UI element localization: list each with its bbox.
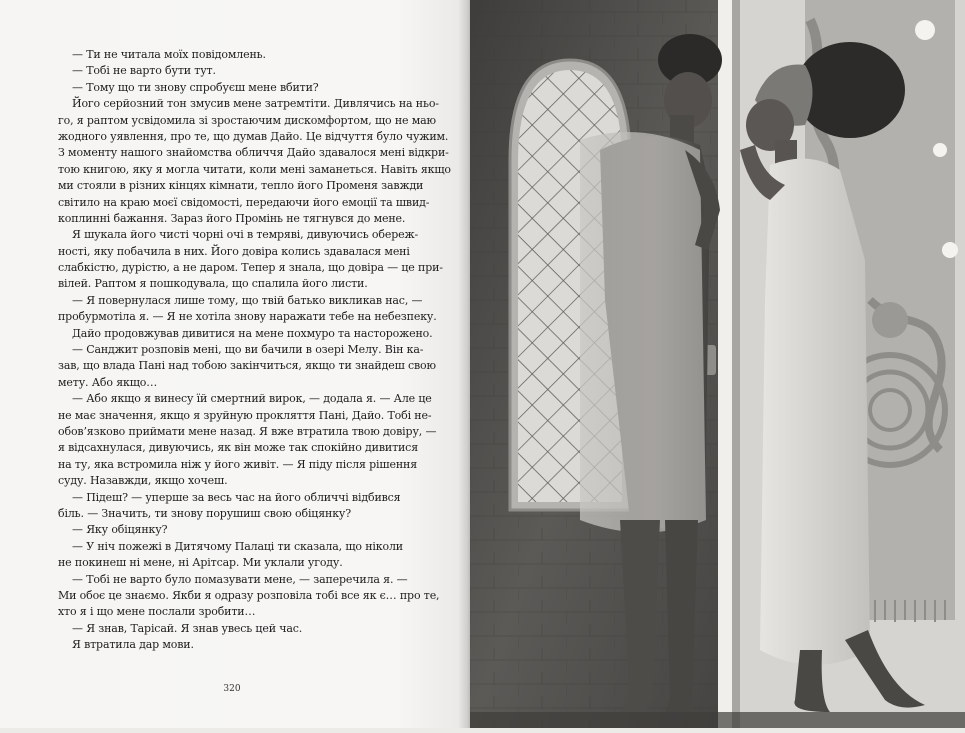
- text-line: го, я раптом усвідомила зі зростаючим дискомфортом, що не маю: [58, 113, 436, 127]
- text-line: — Я знав, Тарісай. Я знав увесь цей час.: [72, 621, 303, 635]
- text-line: Я шукала його чисті чорні очі в темряві, дивуючись обереж-: [72, 228, 419, 242]
- page-number: 320: [223, 684, 241, 694]
- text-line: — Санджит розповів мені, що ви бачили в озері Мелу. Він ка-: [72, 343, 424, 357]
- text-line: — Тобі не варто бути тут.: [72, 64, 216, 78]
- text-line: — Яку обіцянку?: [72, 523, 168, 537]
- text-line: — У ніч пожежі в Дитячому Палаці ти сказала, що ніколи: [72, 539, 403, 553]
- left-page: [0, 0, 466, 728]
- text-line: слабкістю, дурістю, а не даром. Тепер я знала, що довіра — це при-: [58, 261, 443, 275]
- text-line: світило на краю моєї свідомості, передаючи його емоції та швид-: [58, 195, 430, 209]
- text-line: жодного уявлення, про те, що думав Дайо. Це відчуття було чужим.: [58, 129, 449, 143]
- text-line: тою книгою, яку я могла читати, коли мені заманеться. Навіть якщо: [58, 162, 451, 176]
- text-line: — Тобі не варто було помазувати мене, — заперечила я. —: [72, 572, 408, 586]
- text-line: обов’язково приймати мене назад. Я вже втратила твою довіру, —: [58, 424, 437, 438]
- text-line: не покинеш ні мене, ні Арітсар. Ми уклали угоду.: [58, 556, 343, 570]
- text-line: біль. — Значить, ти знову порушиш свою обіцянку?: [58, 506, 352, 520]
- text-line: хто я і що мене послали зробити…: [58, 605, 256, 619]
- text-line: коплинні бажання. Зараз його Промінь не тягнувся до мене.: [58, 211, 406, 225]
- text-line: пробурмотіла я. — Я не хотіла знову наражати тебе на небезпеку.: [58, 310, 437, 324]
- text-line: — Або якщо я винесу їй смертний вирок, — додала я. — Але це: [72, 392, 432, 406]
- text-line: ності, яку побачила в них. Його довіра колись здавалася мені: [58, 244, 410, 258]
- text-line: суду. Назавжди, якщо хочеш.: [58, 474, 228, 488]
- text-line: З моменту нашого знайомства обличчя Дайо здавалося мені відкри-: [58, 146, 449, 160]
- text-line: — Підеш? — уперше за весь час на його обличчі відбився: [72, 490, 401, 504]
- text-line: — Я повернулася лише тому, що твій батько викликав нас, —: [72, 293, 423, 307]
- illustration: [470, 0, 965, 728]
- text-line: Його серйозний тон змусив мене затремтіти. Дивлячись на ньо-: [72, 97, 439, 111]
- text-line: не має значення, якщо я зруйную прокляття Пані, Дайо. Тобі не-: [58, 408, 432, 422]
- text-line: — Ти не читала моїх повідомлень.: [72, 48, 266, 61]
- body-text: [58, 47, 451, 653]
- text-line: я відсахнулася, дивуючись, як він може так спокійно дивитися: [58, 441, 418, 455]
- text-line: Дайо продовжував дивитися на мене похмуро та насторожено.: [72, 326, 433, 340]
- text-line: вілей. Раптом я пошкодувала, що спалила його листи.: [58, 277, 368, 291]
- text-line: ми стояли в різних кінцях кімнати, тепло його Променя завжди: [58, 179, 424, 193]
- text-line: — Тому що ти знову спробуєш мене вбити?: [72, 80, 319, 94]
- text-line: на ту, яка встромила ніж у його живіт. — Я піду після рішення: [58, 457, 418, 471]
- text-line: Я втратила дар мови.: [72, 638, 194, 652]
- text-line: зав, що влада Пані над тобою закінчиться, якщо ти знайдеш свою: [58, 359, 436, 373]
- text-line: Ми обоє це знаємо. Якби я одразу розповіла тобі все як є… про те,: [58, 588, 440, 602]
- text-line: мету. Або якщо…: [58, 375, 158, 389]
- floor: [470, 712, 965, 728]
